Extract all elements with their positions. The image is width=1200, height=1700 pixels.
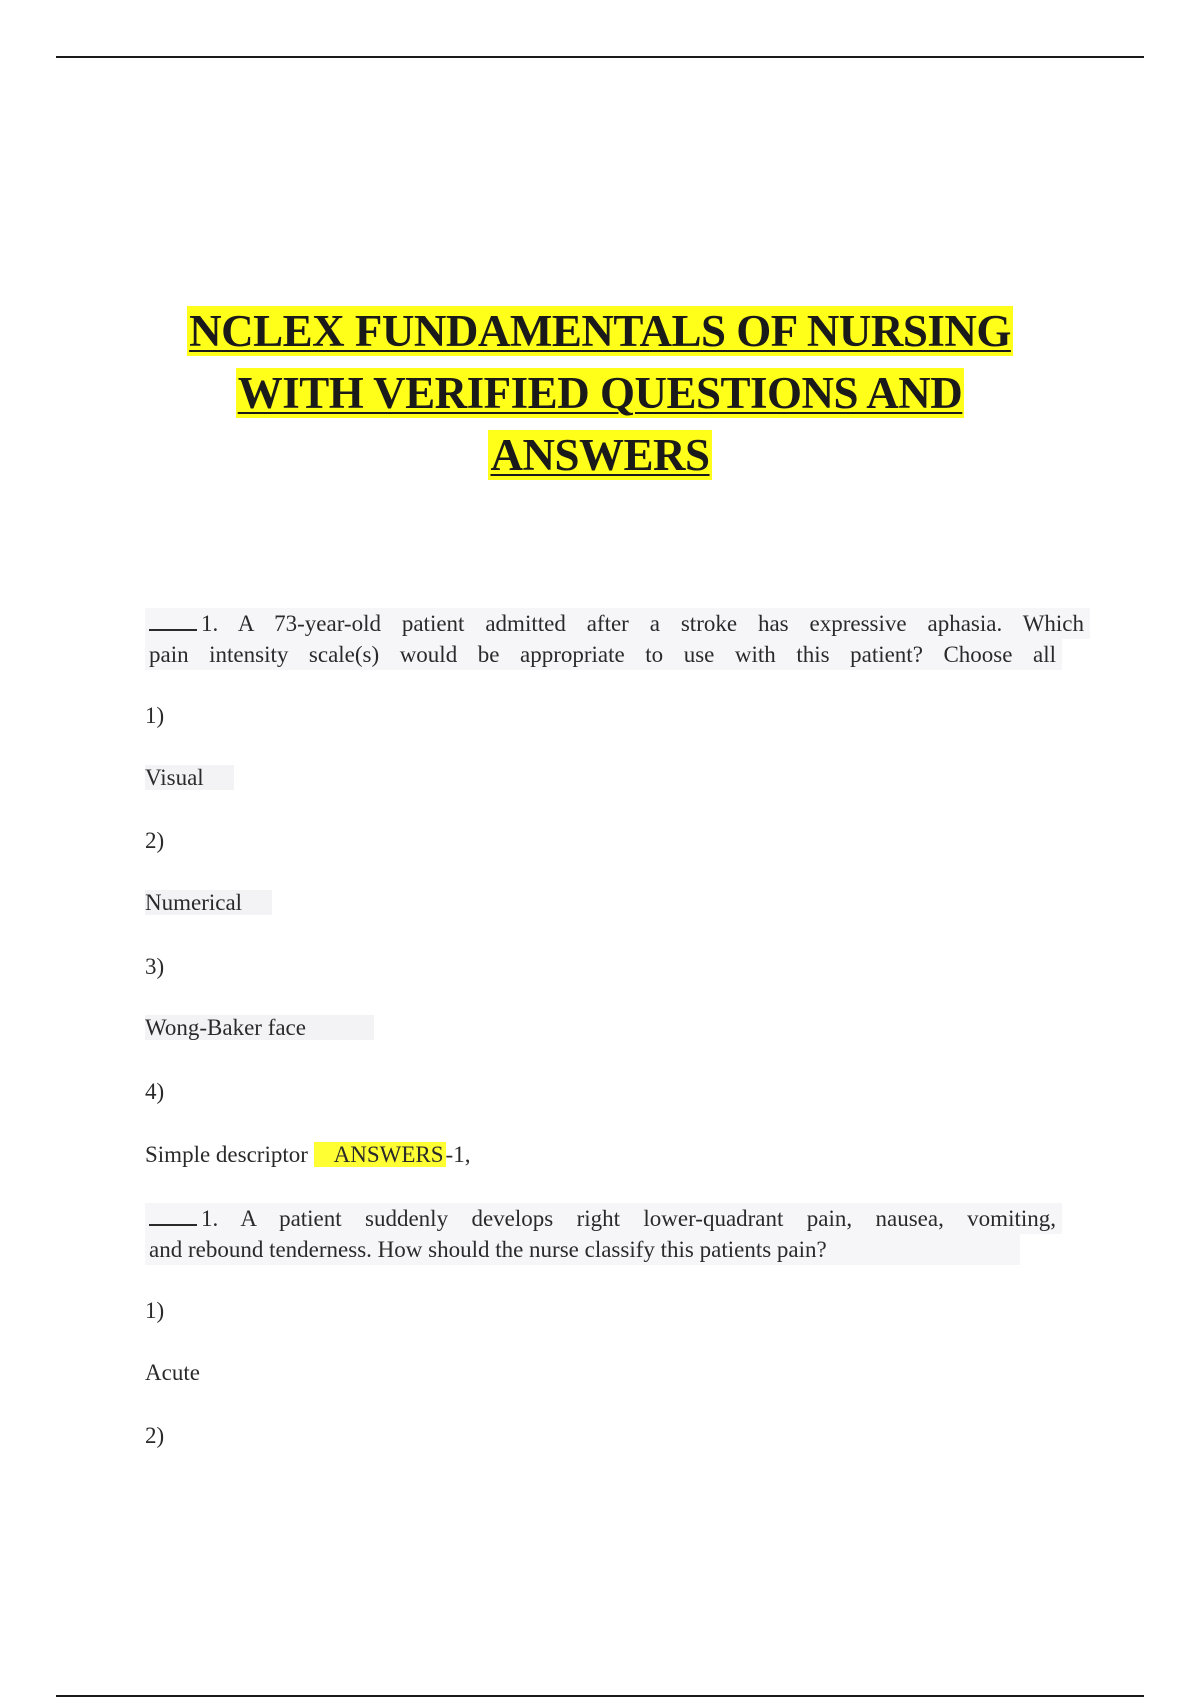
question-1-text-line-2: pain intensity scale(s) would be appropriate to use with this patient? Choose all bbox=[145, 639, 1062, 670]
answer-blank bbox=[149, 1206, 197, 1226]
option-number: 2) bbox=[145, 1423, 165, 1448]
bottom-rule bbox=[56, 1695, 1144, 1697]
question-2-text-line-1: A patient suddenly develops right lower-quadrant pain, nausea, vomiting, bbox=[240, 1206, 1056, 1231]
document-title bbox=[100, 300, 1100, 486]
option-acute: Acute bbox=[145, 1360, 200, 1385]
answer-value: -1, bbox=[445, 1142, 471, 1167]
option-number: 3) bbox=[145, 954, 165, 979]
answer-blank bbox=[149, 611, 197, 631]
option-text bbox=[145, 889, 272, 917]
option-numerical: Numerical bbox=[145, 890, 272, 915]
option-text bbox=[145, 764, 234, 792]
title-line-2: WITH VERIFIED QUESTIONS AND bbox=[237, 368, 963, 418]
option-simple-descriptor: Simple descriptor bbox=[145, 1142, 308, 1167]
option-text bbox=[145, 1014, 374, 1042]
title-line-1: NCLEX FUNDAMENTALS OF NURSING bbox=[189, 306, 1011, 356]
option-number: 1) bbox=[145, 1298, 165, 1323]
question-1-stem bbox=[145, 608, 1090, 670]
option-with-answer bbox=[145, 1141, 470, 1169]
question-1-number: 1. bbox=[201, 611, 219, 636]
title-line-3: ANSWERS bbox=[490, 430, 710, 480]
option-wong-baker: Wong-Baker face bbox=[145, 1015, 374, 1040]
question-2-stem bbox=[145, 1203, 1090, 1265]
top-rule bbox=[56, 56, 1144, 58]
option-visual: Visual bbox=[145, 765, 234, 790]
question-2-text-line-2: and rebound tenderness. How should the nurse classify this patients pain? bbox=[145, 1234, 1020, 1265]
answers-label: ANSWERS bbox=[314, 1142, 446, 1167]
question-1-line-1 bbox=[145, 608, 1090, 639]
option-number: 2) bbox=[145, 828, 165, 853]
question-2-number: 1. bbox=[201, 1206, 219, 1231]
option-number: 1) bbox=[145, 703, 165, 728]
question-2-line-1 bbox=[145, 1203, 1062, 1234]
question-1-text-line-1: A 73-year-old patient admitted after a stroke has expressive aphasia. Which bbox=[237, 611, 1084, 636]
option-number: 4) bbox=[145, 1079, 165, 1104]
